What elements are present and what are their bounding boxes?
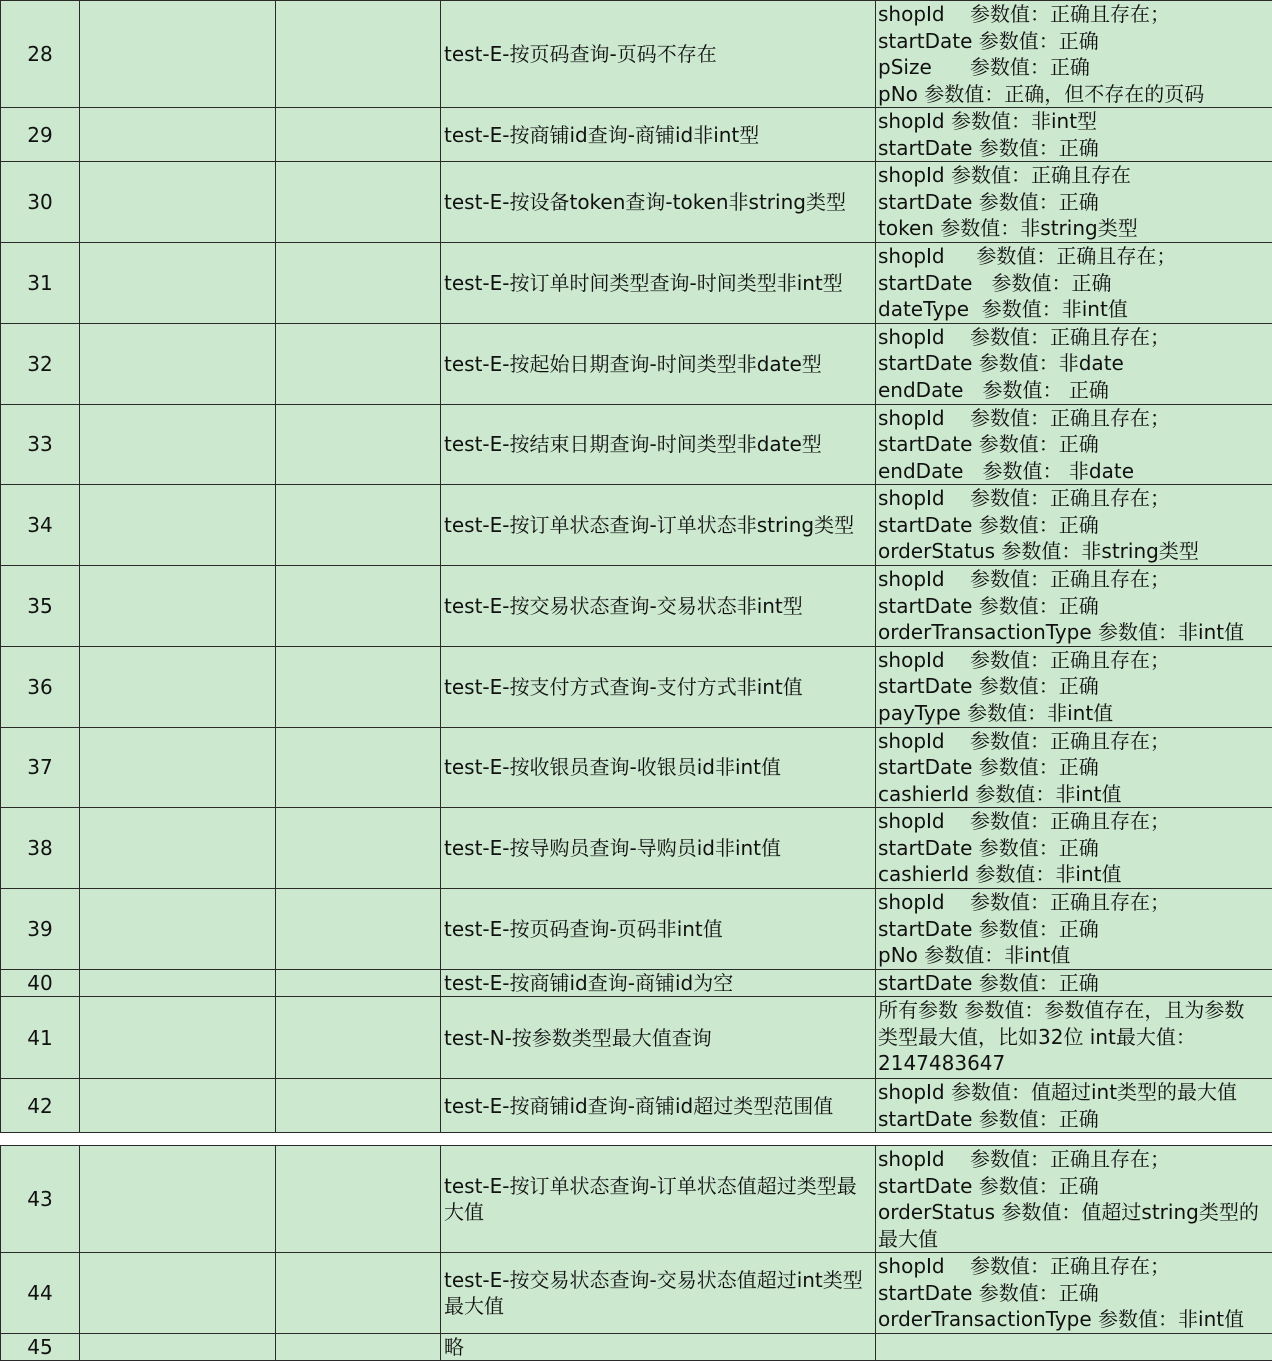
case-name-cell: 略 [441,1333,876,1360]
param-line: startDate 参数值：正确 [878,1280,1272,1307]
case-params-cell [876,566,1272,647]
case-number-cell: 43 [1,1146,80,1253]
param-line: orderStatus 参数值：值超过string类型的 [878,1199,1272,1226]
empty-cell [276,1253,441,1334]
param-line: token 参数值：非string类型 [878,215,1272,242]
case-params-cell [876,108,1272,162]
param-line: orderStatus 参数值：非string类型 [878,538,1272,565]
param-line: shopId 参数值：正确且存在； [878,243,1272,270]
case-number-cell: 42 [1,1079,80,1133]
param-line: payType 参数值：非int值 [878,700,1272,727]
param-line: startDate 参数值：正确 [878,512,1272,539]
param-line: startDate 参数值：正确 [878,1173,1272,1200]
param-line: startDate 参数值：正确 [878,189,1272,216]
case-name-cell: test-E-按交易状态查询-交易状态值超过int类型最大值 [441,1253,876,1334]
empty-cell [80,646,276,727]
param-line: shopId 参数值：正确且存在； [878,889,1272,916]
case-params-cell [876,323,1272,404]
case-name-cell: test-E-按订单状态查询-订单状态非string类型 [441,485,876,566]
empty-cell [276,997,441,1079]
param-line: shopId 参数值：非int型 [878,108,1272,135]
param-line: orderTransactionType 参数值：非int值 [878,1306,1272,1333]
param-line: pNo 参数值：非int值 [878,942,1272,969]
empty-cell [80,727,276,808]
empty-cell [276,323,441,404]
empty-cell [276,485,441,566]
param-line: shopId 参数值：正确且存在； [878,566,1272,593]
case-number-cell: 33 [1,404,80,485]
case-name-cell: test-E-按页码查询-页码非int值 [441,889,876,970]
case-name-cell: test-E-按起始日期查询-时间类型非date型 [441,323,876,404]
table-row [1,323,1272,404]
empty-cell [80,997,276,1079]
case-name-cell: test-E-按订单状态查询-订单状态值超过类型最大值 [441,1146,876,1253]
case-number-cell: 38 [1,808,80,889]
case-number-cell: 39 [1,889,80,970]
empty-cell [80,1253,276,1334]
table-row [1,108,1272,162]
table-row [1,808,1272,889]
param-line: 类型最大值，比如32位 int最大值： [878,1024,1272,1051]
case-name-cell: test-E-按订单时间类型查询-时间类型非int型 [441,243,876,324]
case-name-cell: test-E-按页码查询-页码不存在 [441,1,876,108]
case-params-cell [876,1,1272,108]
case-number-cell: 35 [1,566,80,647]
param-line: startDate 参数值：正确 [878,1106,1272,1133]
case-params-cell [876,997,1272,1079]
case-params-cell [876,646,1272,727]
empty-cell [276,969,441,997]
empty-cell [276,1,441,108]
empty-cell [276,646,441,727]
case-name-cell: test-E-按支付方式查询-支付方式非int值 [441,646,876,727]
empty-cell [276,404,441,485]
case-name-cell: test-E-按结束日期查询-时间类型非date型 [441,404,876,485]
param-line: startDate 参数值：正确 [878,970,1272,997]
empty-cell [80,323,276,404]
table-row [1,1253,1272,1334]
param-line: startDate 参数值：正确 [878,673,1272,700]
empty-cell [80,1,276,108]
param-line: shopId 参数值：正确且存在 [878,162,1272,189]
empty-cell [276,162,441,243]
table-row [1,404,1272,485]
param-line: pSize 参数值：正确 [878,54,1272,81]
case-number-cell: 29 [1,108,80,162]
empty-cell [80,1333,276,1360]
param-line: 所有参数 参数值：参数值存在，且为参数 [878,997,1272,1024]
empty-cell [276,808,441,889]
table-row [1,997,1272,1079]
case-number-cell: 36 [1,646,80,727]
case-number-cell: 44 [1,1253,80,1334]
case-name-cell: test-E-按商铺id查询-商铺id非int型 [441,108,876,162]
param-line: dateType 参数值：非int值 [878,296,1272,323]
param-line: orderTransactionType 参数值：非int值 [878,619,1272,646]
param-line: pNo 参数值：正确，但不存在的页码 [878,81,1272,108]
param-line: shopId 参数值：正确且存在； [878,647,1272,674]
table-row [1,485,1272,566]
empty-cell [276,108,441,162]
param-line: shopId 参数值：正确且存在； [878,405,1272,432]
case-number-cell: 30 [1,162,80,243]
param-line: cashierId 参数值：非int值 [878,861,1272,888]
case-name-cell: test-E-按设备token查询-token非string类型 [441,162,876,243]
param-line: shopId 参数值：正确且存在； [878,485,1272,512]
param-line: 最大值 [878,1226,1272,1253]
case-name-cell: test-N-按参数类型最大值查询 [441,997,876,1079]
empty-cell [80,566,276,647]
case-number-cell: 34 [1,485,80,566]
case-params-cell [876,162,1272,243]
param-line: startDate 参数值：正确 [878,431,1272,458]
table-row [1,162,1272,243]
param-line: startDate 参数值：正确 [878,28,1272,55]
param-line: shopId 参数值：值超过int类型的最大值 [878,1079,1272,1106]
case-number-cell: 40 [1,969,80,997]
case-number-cell: 45 [1,1333,80,1360]
empty-cell [276,727,441,808]
case-params-cell [876,1253,1272,1334]
case-params-cell [876,404,1272,485]
param-line: shopId 参数值：正确且存在； [878,728,1272,755]
param-line: shopId 参数值：正确且存在； [878,808,1272,835]
case-params-cell [876,969,1272,997]
param-line: endDate 参数值： 非date [878,458,1272,485]
table-row [1,243,1272,324]
empty-cell [80,1146,276,1253]
case-params-cell [876,889,1272,970]
empty-cell [80,485,276,566]
table-row [1,1146,1272,1253]
case-number-cell: 32 [1,323,80,404]
param-line: shopId 参数值：正确且存在； [878,1,1272,28]
table-row [1,646,1272,727]
empty-cell [80,243,276,324]
param-line: startDate 参数值：非date [878,350,1272,377]
case-name-cell: test-E-按导购员查询-导购员id非int值 [441,808,876,889]
param-line: endDate 参数值： 正确 [878,377,1272,404]
empty-cell [80,162,276,243]
param-line: startDate 参数值：正确 [878,916,1272,943]
empty-cell [276,1079,441,1133]
case-params-cell [876,1333,1272,1360]
case-params-cell [876,1079,1272,1133]
case-params-cell [876,485,1272,566]
empty-cell [80,808,276,889]
empty-cell [276,1146,441,1253]
case-number-cell: 31 [1,243,80,324]
table-row [1,1,1272,108]
case-params-cell [876,243,1272,324]
table-row [1,889,1272,970]
empty-cell [80,969,276,997]
empty-cell [80,1079,276,1133]
case-params-cell [876,727,1272,808]
param-line: shopId 参数值：正确且存在； [878,1146,1272,1173]
case-name-cell: test-E-按商铺id查询-商铺id超过类型范围值 [441,1079,876,1133]
case-number-cell: 37 [1,727,80,808]
case-params-cell [876,1146,1272,1253]
table-row [1,1333,1272,1360]
param-line: startDate 参数值：正确 [878,754,1272,781]
empty-cell [80,404,276,485]
table-row [1,566,1272,647]
case-number-cell: 28 [1,1,80,108]
param-line: startDate 参数值：正确 [878,135,1272,162]
case-name-cell: test-E-按交易状态查询-交易状态非int型 [441,566,876,647]
case-number-cell: 41 [1,997,80,1079]
empty-cell [80,889,276,970]
empty-cell [276,243,441,324]
param-line: 2147483647 [878,1050,1272,1077]
empty-cell [276,566,441,647]
empty-cell [276,1333,441,1360]
test-case-table-lower [0,1145,1272,1361]
param-line: shopId 参数值：正确且存在； [878,324,1272,351]
param-line: startDate 参数值：正确 [878,270,1272,297]
table-row [1,1079,1272,1133]
case-name-cell: test-E-按商铺id查询-商铺id为空 [441,969,876,997]
empty-cell [80,108,276,162]
case-name-cell: test-E-按收银员查询-收银员id非int值 [441,727,876,808]
param-line: startDate 参数值：正确 [878,593,1272,620]
table-row [1,969,1272,997]
param-line: cashierId 参数值：非int值 [878,781,1272,808]
param-line: shopId 参数值：正确且存在； [878,1253,1272,1280]
case-params-cell [876,808,1272,889]
table-row [1,727,1272,808]
param-line: startDate 参数值：正确 [878,835,1272,862]
empty-cell [276,889,441,970]
